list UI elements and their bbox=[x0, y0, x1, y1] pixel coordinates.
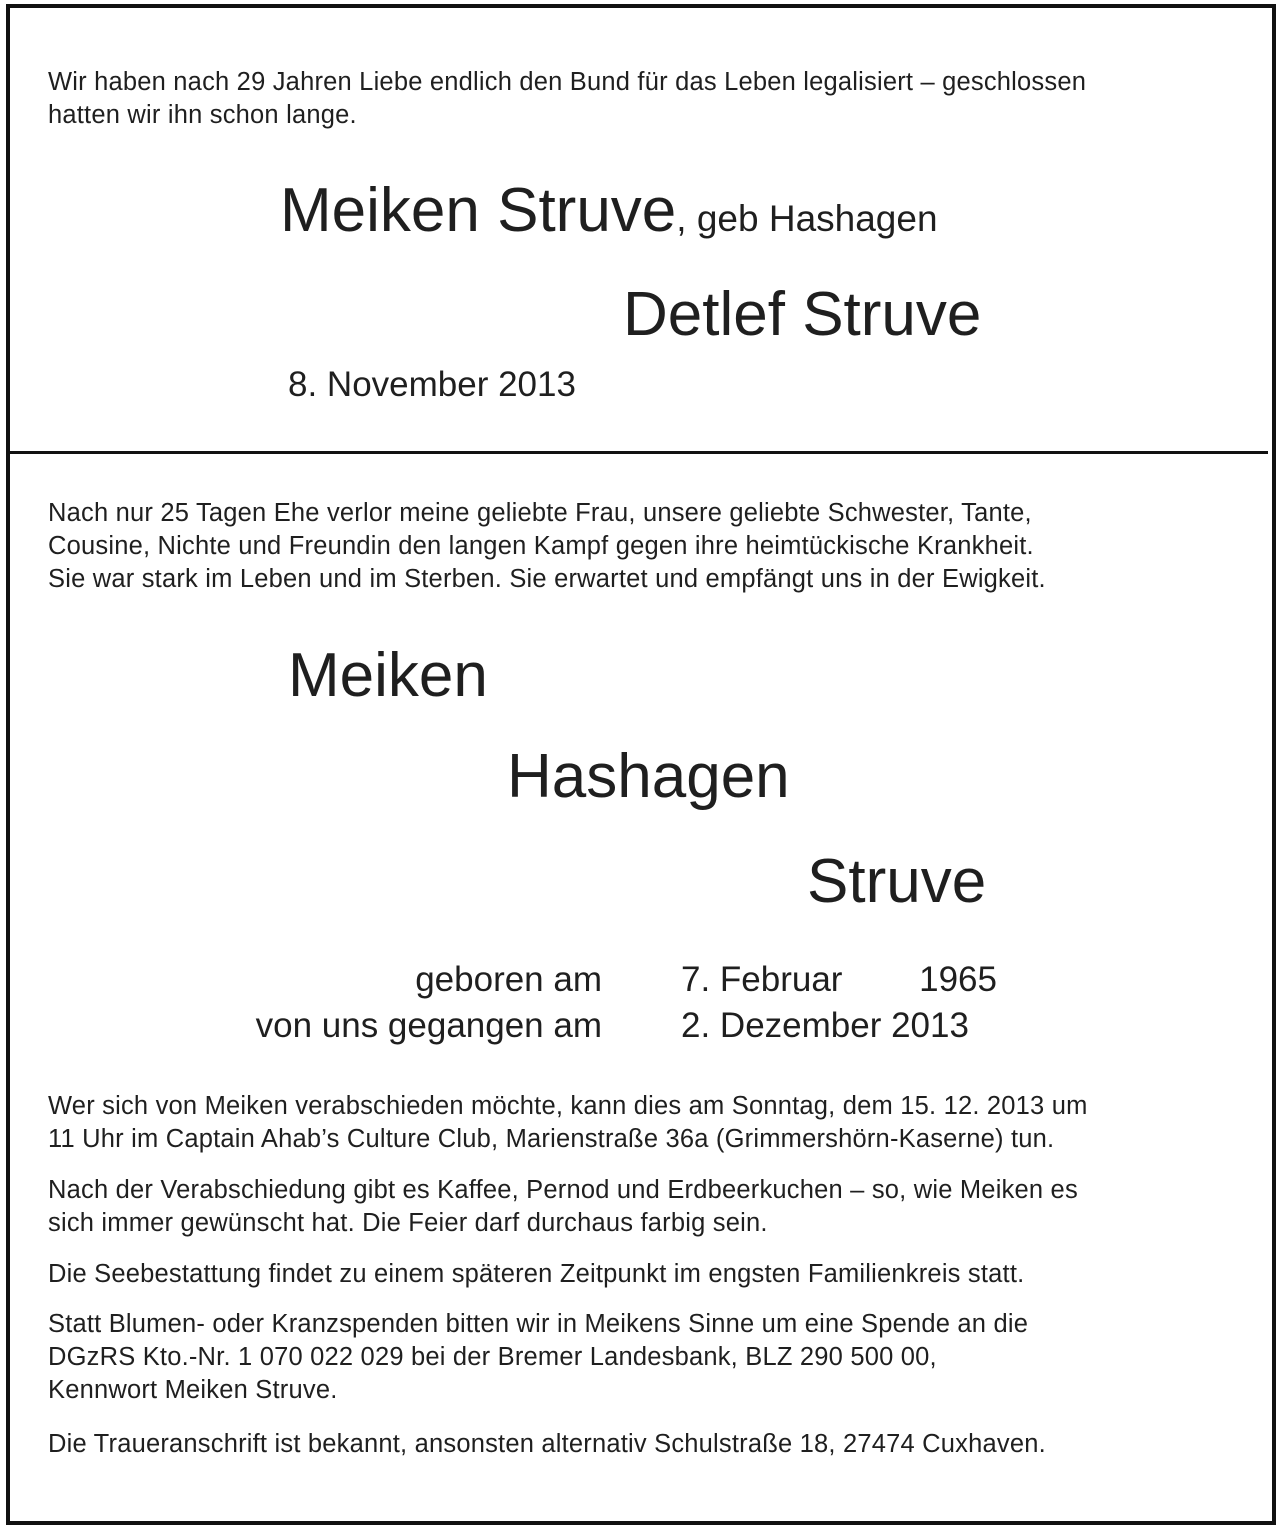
paragraph-line: Nach der Verabschiedung gibt es Kaffee, Pernod und Erdbeerkuchen – so, wie Meiken es bbox=[48, 1176, 1078, 1204]
paragraph-line: 11 Uhr im Captain Ahab’s Culture Club, Marienstraße 36a (Grimmershörn-Kaserne) tun. bbox=[48, 1125, 1055, 1153]
paragraph-line: Kennwort Meiken Struve. bbox=[48, 1376, 338, 1404]
bride-name-line bbox=[280, 176, 938, 245]
burial-paragraph bbox=[48, 1258, 1024, 1291]
obituary-intro-line: Nach nur 25 Tagen Ehe verlor meine geliebte Frau, unsere geliebte Schwester, Tante, bbox=[48, 499, 1032, 527]
born-year: 1965 bbox=[919, 960, 997, 999]
died-label: von uns gegangen am bbox=[255, 1006, 602, 1045]
paragraph-line: Wer sich von Meiken verabschieden möchte, kann dies am Sonntag, dem 15. 12. 2013 um bbox=[48, 1092, 1088, 1120]
paragraph-line: sich immer gewünscht hat. Die Feier darf durchaus farbig sein. bbox=[48, 1209, 768, 1237]
obituary-intro-line: Sie war stark im Leben und im Sterben. Sie erwartet und empfängt uns in der Ewigkeit. bbox=[48, 565, 1046, 593]
born-label: geboren am bbox=[415, 960, 602, 999]
wedding-intro-line: hatten wir ihn schon lange. bbox=[48, 101, 357, 129]
wedding-intro-line: Wir haben nach 29 Jahren Liebe endlich den Bund für das Leben legalisiert – geschlossen bbox=[48, 68, 1087, 96]
section-divider bbox=[10, 451, 1268, 454]
reception-paragraph bbox=[48, 1174, 1078, 1240]
wedding-date: 8. November 2013 bbox=[288, 365, 576, 404]
deceased-last-name: Struve bbox=[807, 847, 987, 916]
deceased-maiden-name: Hashagen bbox=[507, 742, 790, 811]
wedding-intro bbox=[48, 66, 1086, 132]
deceased-first-name: Meiken bbox=[288, 641, 488, 710]
address-paragraph bbox=[48, 1428, 1046, 1461]
born-day: 7. Februar bbox=[681, 960, 843, 999]
paragraph-line: Die Traueranschrift ist bekannt, ansonsten alternativ Schulstraße 18, 27474 Cuxhaven. bbox=[48, 1430, 1046, 1458]
paragraph-line: Die Seebestattung findet zu einem späteren Zeitpunkt im engsten Familienkreis statt. bbox=[48, 1260, 1025, 1288]
obituary-intro-line: Cousine, Nichte und Freundin den langen Kampf gegen ihre heimtückische Krankheit. bbox=[48, 532, 1034, 560]
bride-maiden-name: , geb Hashagen bbox=[676, 198, 938, 239]
donation-paragraph bbox=[48, 1308, 1028, 1407]
paragraph-line: DGzRS Kto.-Nr. 1 070 022 029 bei der Bremer Landesbank, BLZ 290 500 00, bbox=[48, 1343, 937, 1371]
obituary-intro bbox=[48, 497, 1046, 596]
paragraph-line: Statt Blumen- oder Kranzspenden bitten wir in Meikens Sinne um eine Spende an die bbox=[48, 1310, 1029, 1338]
farewell-paragraph bbox=[48, 1090, 1088, 1156]
groom-name: Detlef Struve bbox=[623, 280, 982, 349]
bride-name: Meiken Struve bbox=[280, 176, 677, 245]
died-date: 2. Dezember 2013 bbox=[681, 1006, 969, 1045]
